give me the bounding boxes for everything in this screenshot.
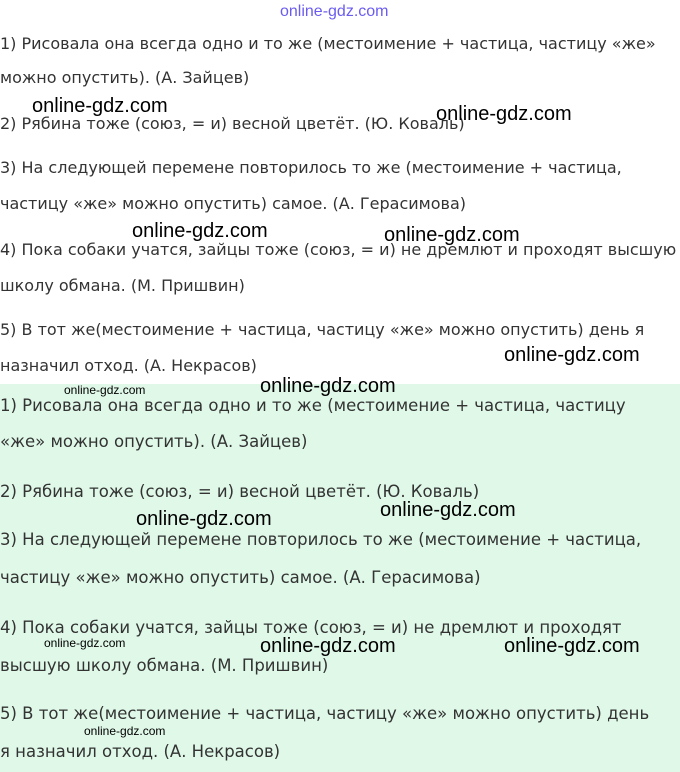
watermark: online-gdz.com — [260, 375, 396, 397]
bottom-line-4: 3) На следующей перемене повторилось то же (местоимение + частица, — [0, 530, 642, 549]
top-line-7: школу обмана. (М. Пришвин) — [0, 276, 245, 295]
top-line-5: частицу «же» можно опустить) самое. (А. Герасимова) — [0, 194, 466, 213]
top-line-1: 1) Рисовала она всегда одно и то же (местоимение + частица, частицу «же» — [0, 34, 656, 53]
bottom-line-3: 2) Рябина тоже (союз, = и) весной цветёт. (Ю. Коваль) — [0, 482, 480, 501]
watermark: online-gdz.com — [436, 103, 572, 125]
watermark: online-gdz.com — [132, 220, 268, 242]
top-line-9: назначил отход. (А. Некрасов) — [0, 356, 257, 375]
top-text-block — [0, 0, 680, 384]
watermark: online-gdz.com — [504, 344, 640, 366]
bottom-line-9: я назначил отход. (А. Некрасов) — [0, 742, 281, 761]
top-line-4: 3) На следующей перемене повторилось то же (местоимение + частица, — [0, 158, 622, 177]
bottom-line-1: 1) Рисовала она всегда одно и то же (местоимение + частица, частицу — [0, 396, 626, 415]
watermark: online-gdz.com — [32, 95, 168, 117]
bottom-line-7: высшую школу обмана. (М. Пришвин) — [0, 656, 329, 675]
top-line-2: можно опустить). (А. Зайцев) — [0, 68, 250, 87]
bottom-line-2: «же» можно опустить). (А. Зайцев) — [0, 432, 308, 451]
watermark: online-gdz.com — [84, 724, 166, 738]
watermark: online-gdz.com — [384, 224, 520, 246]
bottom-line-8: 5) В тот же(местоимение + частица, частицу «же» можно опустить) день — [0, 704, 650, 723]
watermark: online-gdz.com — [504, 635, 640, 657]
bottom-line-5: частицу «же» можно опустить) самое. (А. Герасимова) — [0, 568, 481, 587]
top-line-3: 2) Рябина тоже (союз, = и) весной цветёт. (Ю. Коваль) — [0, 114, 465, 133]
watermark: online-gdz.com — [260, 635, 396, 657]
top-line-6: 4) Пока собаки учатся, зайцы тоже (союз, = и) не дремлют и проходят высшую — [0, 240, 677, 259]
watermark: online-gdz.com — [44, 636, 126, 650]
watermark: online-gdz.com — [64, 383, 146, 397]
header-watermark: online-gdz.com — [280, 3, 389, 20]
watermark: online-gdz.com — [136, 508, 272, 530]
bottom-text-block — [0, 384, 680, 772]
bottom-line-6: 4) Пока собаки учатся, зайцы тоже (союз, = и) не дремлют и проходят — [0, 618, 622, 637]
watermark: online-gdz.com — [380, 499, 516, 521]
top-line-8: 5) В тот же(местоимение + частица, частицу «же» можно опустить) день я — [0, 320, 645, 339]
